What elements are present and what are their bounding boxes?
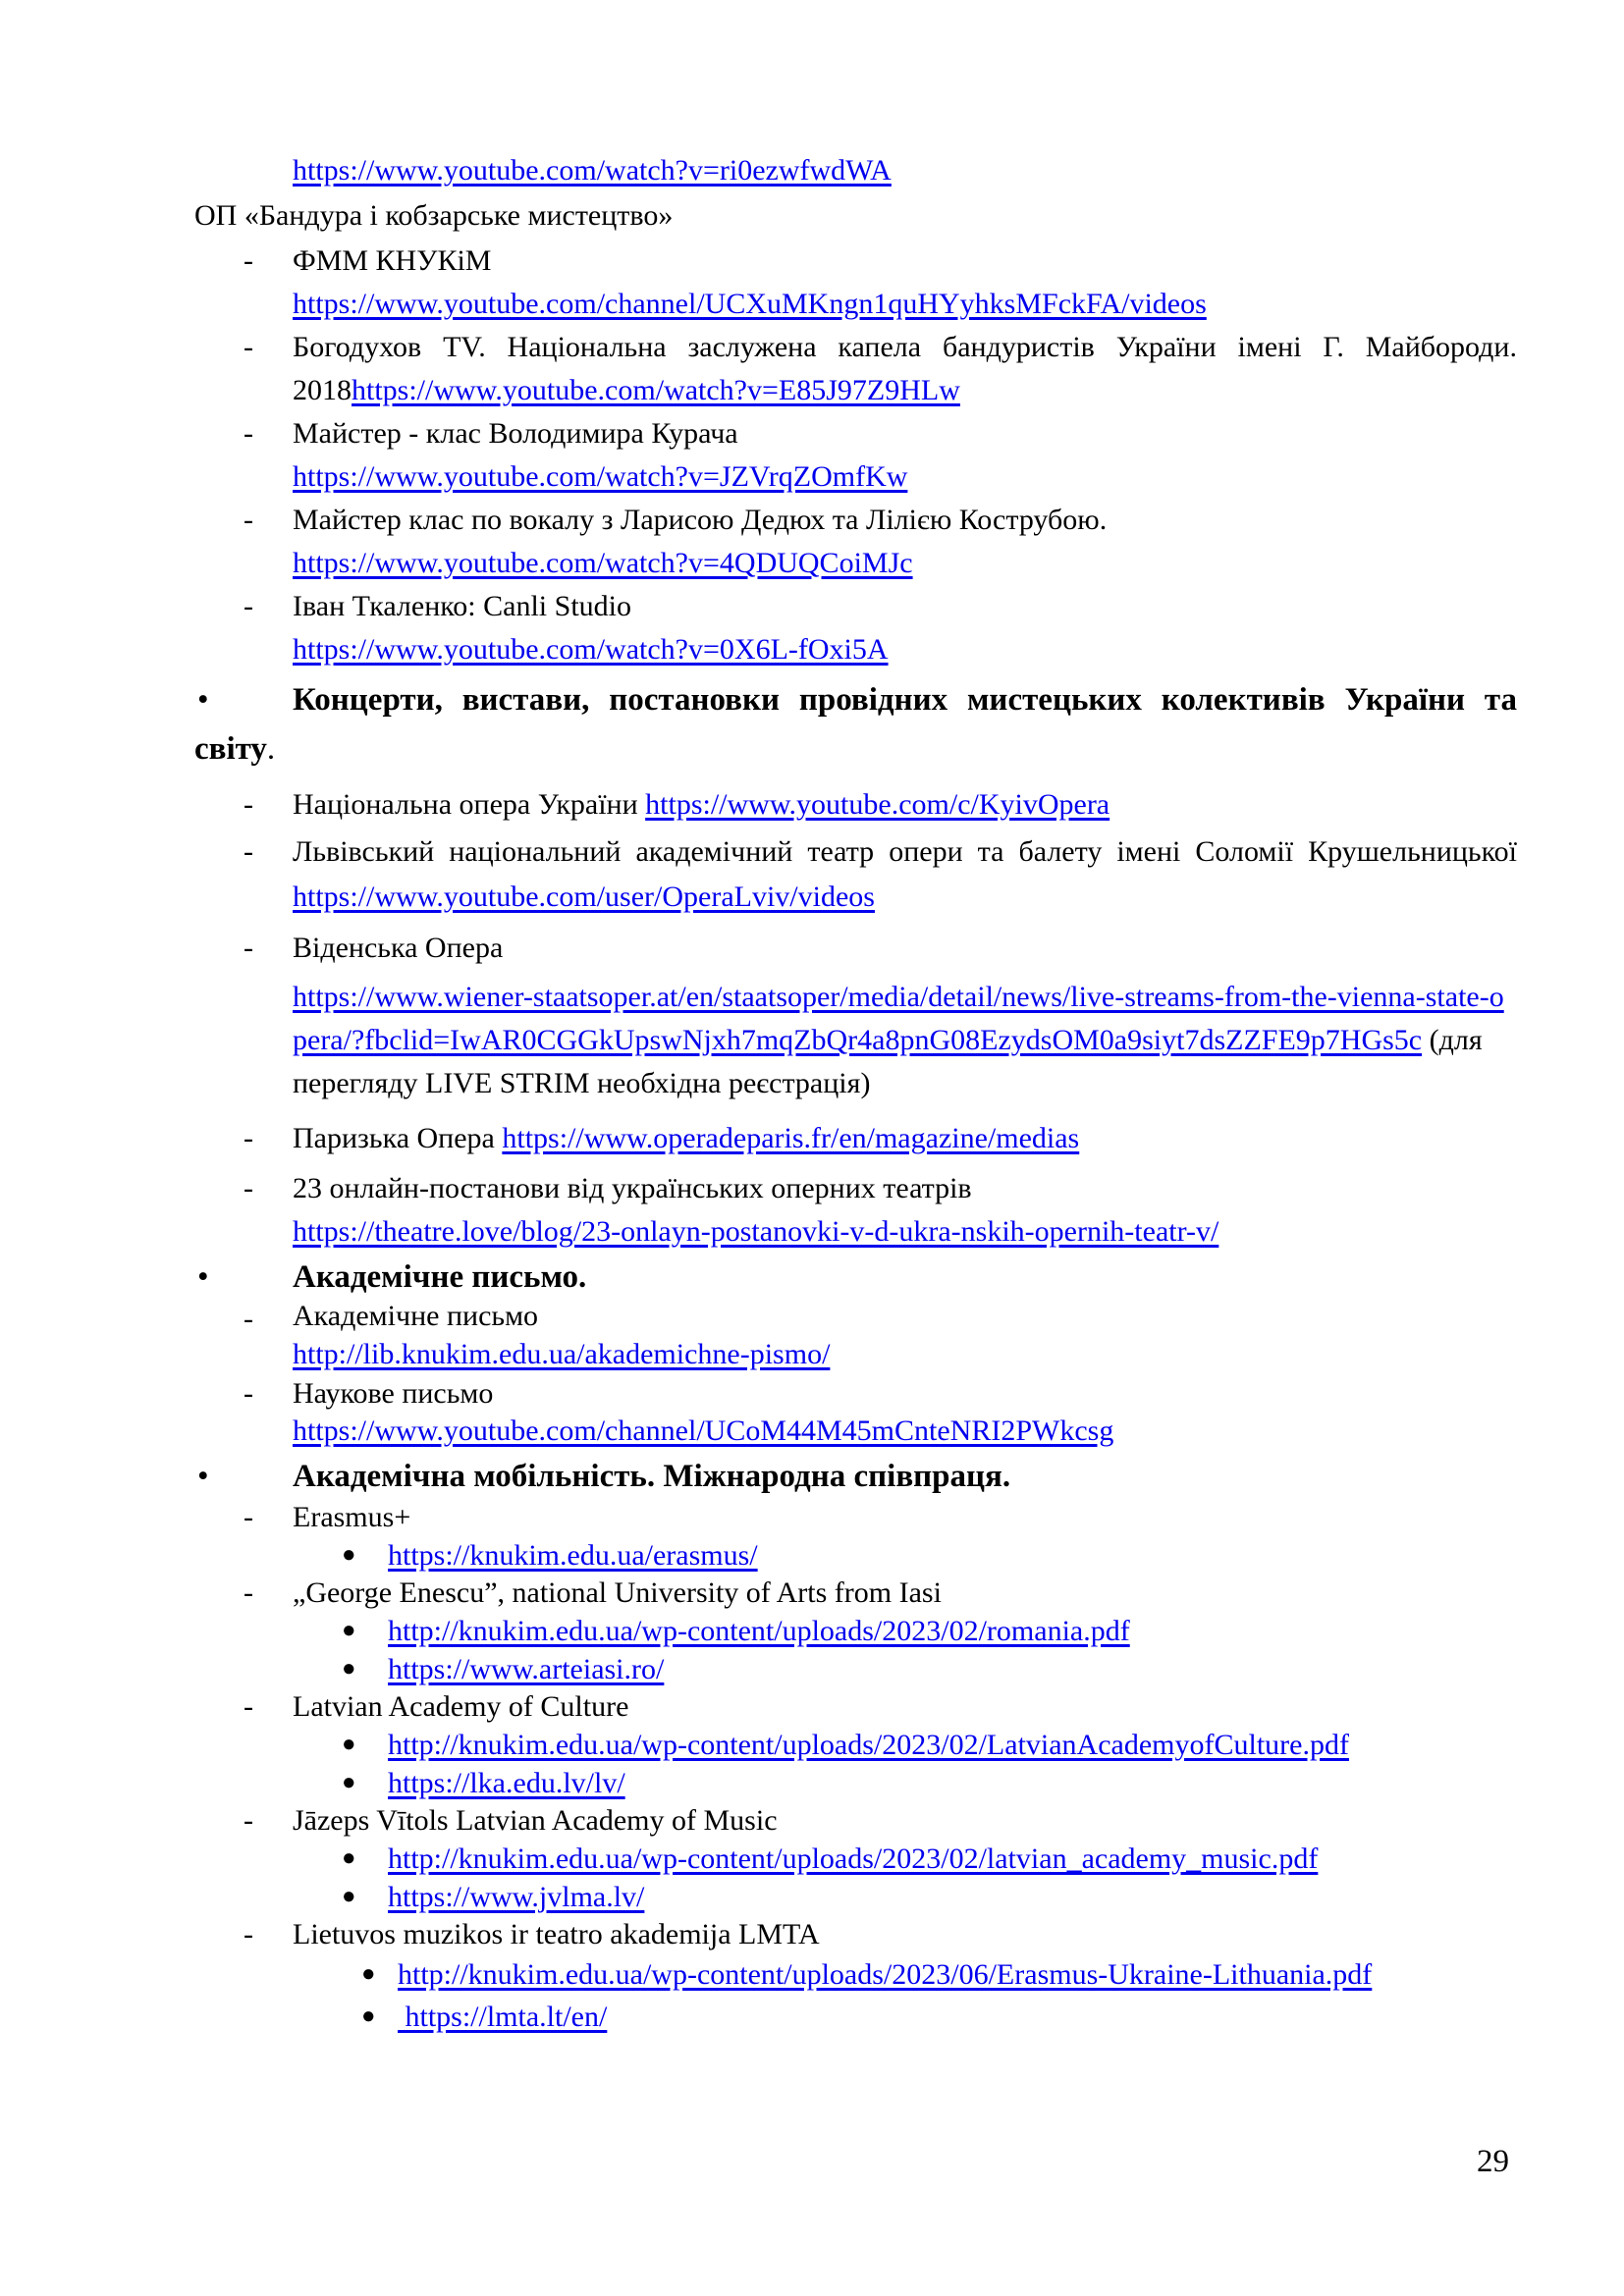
- dash-marker: -: [244, 1122, 253, 1154]
- dash-marker: -: [244, 1172, 253, 1204]
- item-link[interactable]: https://lka.edu.lv/lv/: [388, 1767, 625, 1799]
- item-link[interactable]: https://www.youtube.com/c/KyivOpera: [645, 788, 1110, 821]
- dash-marker: -: [244, 1377, 253, 1410]
- item-link[interactable]: https://www.youtube.com/user/OperaLviv/videos: [293, 881, 875, 913]
- sub-list-item: [194, 1764, 1517, 1802]
- item-text: Latvian Academy of Culture: [293, 1690, 629, 1723]
- bullet-marker: •: [197, 1459, 209, 1494]
- item-link[interactable]: https://knukim.edu.ua/erasmus/: [388, 1539, 758, 1572]
- item-link[interactable]: https://www.youtube.com/watch?v=JZVrqZOmfKw: [293, 460, 908, 493]
- item-link[interactable]: https://www.youtube.com/watch?v=0X6L-fOxi5A: [293, 633, 889, 666]
- bullet-marker: ●: [342, 1542, 356, 1568]
- item-link[interactable]: http://knukim.edu.ua/wp-content/uploads/2023/02/LatvianAcademyofCulture.pdf: [388, 1729, 1349, 1761]
- item-link[interactable]: https://www.wiener-staatsoper.at/en/staatsoper/media/detail/news/live-streams-from-the-vienna-state-opera/?fbclid=IwAR0CGGkUpswNjxh7mqZbQr4a8pnG08EzydsOM0a9siyt7dsZZFE9p7HGs5c: [293, 981, 1504, 1056]
- item-link[interactable]: https://www.youtube.com/channel/UCoM44M45mCnteNRI2PWkcsg: [293, 1415, 1114, 1447]
- document-page: [194, 149, 1517, 2038]
- item-text: Майстер - клас Володимира Курача: [293, 417, 738, 450]
- dash-marker: -: [244, 244, 253, 277]
- item-text: Jāzeps Vītols Latvian Academy of Music: [293, 1804, 778, 1837]
- item-text: Майстер клас по вокалу з Ларисою Дедюх та Лілією Кострубою.: [293, 504, 1108, 536]
- item-text: 23 онлайн-постанови від українських оперних театрів: [293, 1172, 972, 1204]
- list-item: [194, 1299, 1517, 1375]
- item-link[interactable]: https://theatre.love/blog/23-onlayn-postanovki-v-d-ukra-nskih-opernih-teatr-v/: [293, 1215, 1219, 1248]
- sub-list-item: [194, 1650, 1517, 1688]
- item-link[interactable]: https://www.youtube.com/watch?v=4QDUQCoiMJc: [293, 547, 913, 579]
- list-item: [194, 1375, 1517, 1450]
- top-link[interactable]: https://www.youtube.com/watch?v=ri0ezwfwdWA: [293, 154, 892, 187]
- dash-marker: -: [244, 1918, 253, 1950]
- top-link-row: [194, 149, 1517, 192]
- sub-list-item: [194, 1612, 1517, 1650]
- dash-marker: -: [244, 1690, 253, 1723]
- list-item: [194, 240, 1517, 326]
- item-text: Богодухов TV. Національна заслужена капела бандуристів України імені Г. Майбороди. 2018: [293, 331, 1517, 406]
- list-item: [194, 499, 1517, 585]
- list-item: [194, 585, 1517, 671]
- sub-list-item: [194, 1726, 1517, 1764]
- sub-list-item: [194, 1536, 1517, 1575]
- list-item: [194, 1499, 1517, 1536]
- bullet-marker: ●: [361, 2003, 376, 2029]
- list-item: [194, 412, 1517, 499]
- bullet-marker: ●: [361, 1961, 376, 1987]
- dash-marker: -: [244, 1501, 253, 1533]
- list-item: [194, 1916, 1517, 1953]
- item-text: Національна опера України: [293, 788, 646, 821]
- item-text: Lietuvos muzikos ir teatro akademija LMTA: [293, 1918, 820, 1950]
- bullet-marker: ●: [342, 1618, 356, 1643]
- list-item: [194, 780, 1517, 829]
- item-link[interactable]: https://www.jvlma.lv/: [388, 1881, 645, 1913]
- item-link[interactable]: https://www.operadeparis.fr/en/magazine/medias: [502, 1122, 1080, 1154]
- sub-list-item: [194, 1840, 1517, 1878]
- dash-marker: -: [244, 1804, 253, 1837]
- list-item: [194, 1802, 1517, 1840]
- section-heading-writing: [194, 1255, 1517, 1299]
- item-text: Наукове письмо: [293, 1377, 494, 1410]
- dash-marker: -: [244, 331, 253, 363]
- item-link[interactable]: http://knukim.edu.ua/wp-content/uploads/2023/02/romania.pdf: [388, 1615, 1130, 1647]
- bullet-marker: ●: [342, 1845, 356, 1871]
- item-link[interactable]: https://www.arteiasi.ro/: [388, 1653, 665, 1685]
- item-text: Львівський національний академічний театр опери та балету імені Соломії Крушельницької: [293, 835, 1517, 868]
- section-heading-concerts: [194, 675, 1517, 774]
- item-link[interactable]: https://www.youtube.com/channel/UCXuMKngn1quHYyhksMFckFA/videos: [293, 288, 1207, 320]
- list-item: [194, 1117, 1517, 1160]
- item-text: Віденська Опера: [293, 932, 504, 964]
- heading-text: Академічне письмо.: [293, 1259, 587, 1295]
- sub-list-item: [194, 1878, 1517, 1916]
- sub-list-item: [194, 1996, 1517, 2038]
- list-item: [194, 1575, 1517, 1612]
- item-text: Erasmus+: [293, 1501, 411, 1533]
- item-link[interactable]: http://knukim.edu.ua/wp-content/uploads/2023/06/Erasmus-Ukraine-Lithuania.pdf: [398, 1958, 1373, 1991]
- bullet-marker: •: [197, 1259, 209, 1295]
- dash-marker: -: [244, 1303, 253, 1335]
- dash-marker: -: [244, 1576, 253, 1609]
- dash-marker: -: [244, 590, 253, 622]
- bullet-marker: ●: [342, 1884, 356, 1909]
- item-text: Паризька Опера: [293, 1122, 503, 1154]
- dash-marker: -: [244, 835, 253, 868]
- dash-marker: -: [244, 417, 253, 450]
- dash-marker: -: [244, 504, 253, 536]
- heading-tail: .: [266, 731, 276, 767]
- dash-marker: -: [244, 788, 253, 821]
- item-note: (для перегляду LIVE STRIM необхідна реєстрація): [293, 1024, 1483, 1099]
- dash-marker: -: [244, 932, 253, 964]
- list-item: [194, 1167, 1517, 1254]
- bullet-marker: ●: [342, 1770, 356, 1795]
- op-title: ОП «Бандура і кобзарське мистецтво»: [194, 199, 674, 232]
- item-link[interactable]: https://lmta.lt/en/: [398, 2001, 608, 2033]
- page-number: 29: [1477, 2144, 1509, 2179]
- item-text: „George Enescu”, national University of Arts from Iasi: [293, 1576, 942, 1609]
- list-item: [194, 927, 1517, 1105]
- list-item: [194, 829, 1517, 920]
- item-text: ФММ КНУКіМ: [293, 244, 492, 277]
- heading-text: Концерти, вистави, постановки провідних мистецьких колективів України та світу: [194, 682, 1517, 767]
- heading-text: Академічна мобільність. Міжнародна співпраця.: [293, 1459, 1011, 1494]
- item-text: Академічне письмо: [293, 1300, 539, 1332]
- bullet-marker: ●: [342, 1732, 356, 1757]
- item-link[interactable]: http://lib.knukim.edu.ua/akademichne-pismo/: [293, 1338, 831, 1370]
- sub-list-item: [194, 1953, 1517, 1996]
- bullet-marker: •: [197, 682, 209, 718]
- bullet-marker: ●: [342, 1656, 356, 1682]
- item-link[interactable]: http://knukim.edu.ua/wp-content/uploads/2023/02/latvian_academy_music.pdf: [388, 1842, 1319, 1875]
- item-link[interactable]: https://www.youtube.com/watch?v=E85J97Z9HLw: [352, 374, 960, 406]
- item-text: Іван Ткаленко: Canli Studio: [293, 590, 631, 622]
- list-item: [194, 326, 1517, 412]
- section-heading-mobility: [194, 1454, 1517, 1499]
- list-item: [194, 1688, 1517, 1726]
